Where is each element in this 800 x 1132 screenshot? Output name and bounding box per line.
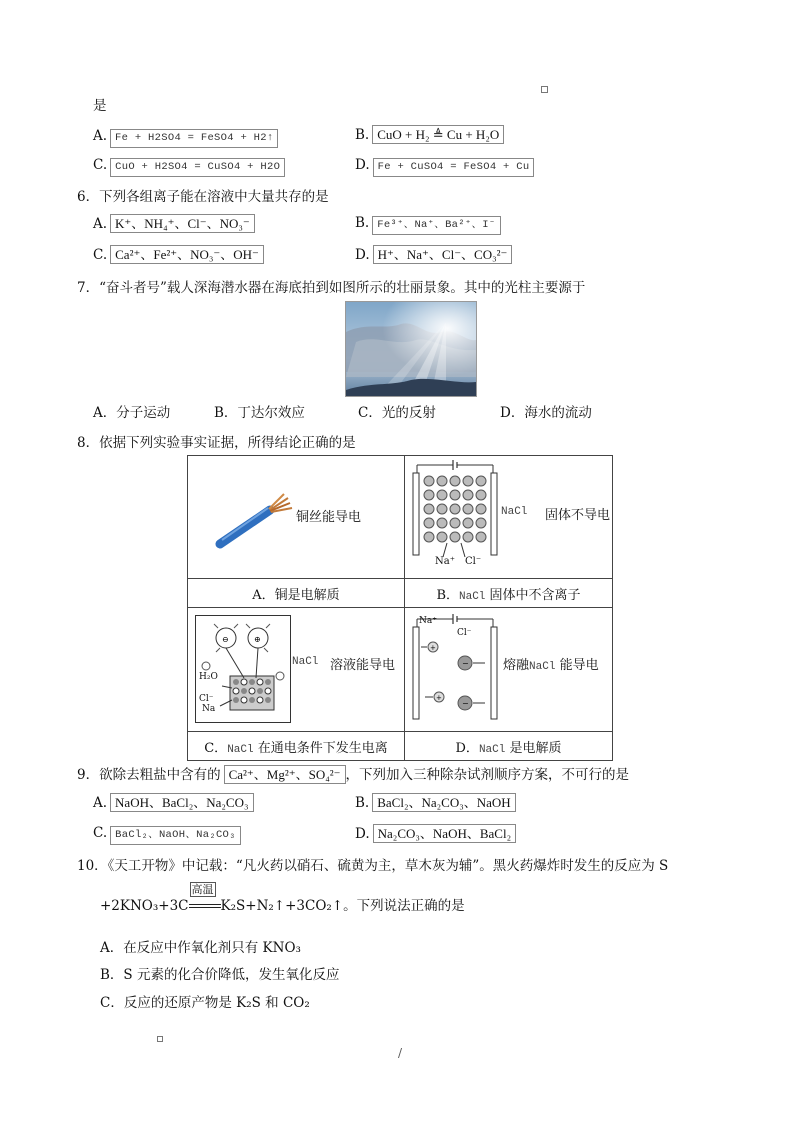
- q5-option-d: D. Fe + CuSO4 = FeSO4 + Cu: [355, 156, 534, 177]
- q5-option-c: C. CuO + H2SO4 = CuSO4 + H2O: [93, 156, 285, 177]
- solution-cl-label: Cl⁻: [199, 694, 214, 704]
- caption-b: B．NaCl 固体中不含离子: [405, 579, 613, 608]
- q10-option-a: A．在反应中作氧化剂只有 KNO₃: [100, 940, 301, 956]
- corner-mark: [541, 86, 548, 93]
- q5-option-a: A. Fe + H2SO4 = FeSO4 + H2↑: [93, 127, 278, 148]
- cell-copper-wire: [188, 456, 405, 579]
- corner-mark: [157, 1036, 163, 1042]
- solid-desc: 固体不导电: [545, 508, 611, 523]
- svg-text:−: −: [462, 659, 469, 668]
- caption-c: C．NaCl 在通电条件下发生电离: [188, 732, 405, 761]
- q9-stem: 9．欲除去粗盐中含有的 Ca²⁺、Mg²⁺、SO₄²⁻ ，下列加入三种除杂试剂顺序方案，不可行的是: [77, 767, 630, 783]
- svg-text:+: +: [430, 644, 436, 652]
- solid-cl-label: Cl⁻: [465, 556, 482, 567]
- cell-nacl-solid: [405, 456, 613, 579]
- molten-cl-label: Cl⁻: [457, 628, 472, 638]
- caption-d: D．NaCl 是电解质: [405, 732, 613, 761]
- deep-sea-photo: [345, 301, 477, 397]
- q10-line2: +2KNO₃+3C 高温 K₂S+N₂↑+3CO₂↑。下列说法正确的是: [100, 883, 465, 914]
- svg-text:⊖: ⊖: [222, 635, 229, 644]
- water-label: H₂O: [199, 672, 218, 682]
- svg-text:−: −: [462, 699, 469, 708]
- q9-option-b: B. BaCl₂、Na₂CO₃、NaOH: [355, 793, 516, 812]
- cell-molten-nacl: [405, 608, 613, 732]
- q10-line1: 10．《天工开物》中记载：“凡火药以硝石、硫黄为主，草木灰为辅”。黑火药爆炸时发生的反应为 S: [77, 858, 669, 874]
- solution-nacl-label: NaCl: [292, 656, 319, 668]
- copper-wire-icon: [208, 478, 308, 558]
- molten-na-label: Na⁺: [419, 616, 437, 626]
- q7-option-c: C．光的反射: [358, 405, 436, 421]
- reaction-condition: 高温: [189, 896, 221, 914]
- q9-option-d: D. Na₂CO₃、NaOH、BaCl₂: [355, 824, 516, 843]
- q6-option-c: C. Ca²⁺、Fe²⁺、NO₃⁻、OH⁻: [93, 245, 264, 264]
- cell-nacl-solution: [188, 608, 405, 732]
- q8-stem: 8．依据下列实验事实证据，所得结论正确的是: [77, 435, 356, 451]
- q9-option-a: A. NaOH、BaCl₂、Na₂CO₃: [93, 793, 254, 812]
- caption-a: A．铜是电解质: [188, 579, 405, 608]
- q10-option-c: C．反应的还原产物是 K₂S 和 CO₂: [100, 995, 310, 1011]
- copper-desc: 铜丝能导电: [296, 510, 362, 525]
- q7-option-a: A．分子运动: [93, 405, 171, 421]
- solid-na-label: Na⁺: [435, 556, 455, 567]
- solution-na-label: Na: [202, 704, 216, 714]
- svg-text:⊕: ⊕: [254, 635, 261, 644]
- molten-nacl-diagram-icon: [409, 611, 501, 729]
- svg-text:+: +: [436, 694, 442, 702]
- q5-lead: 是: [93, 98, 107, 114]
- q7-option-b: B．丁达尔效应: [214, 405, 305, 421]
- q6-stem: 6．下列各组离子能在溶液中大量共存的是: [77, 189, 329, 205]
- nacl-label: NaCl: [501, 506, 528, 518]
- solution-beaker: [195, 615, 291, 723]
- nacl-solid-diagram-icon: [409, 459, 501, 575]
- page-mark: /: [398, 1046, 403, 1060]
- q9-option-c: C. BaCl₂、NaOH、Na₂CO₃: [93, 824, 241, 845]
- q5-option-b: B. CuO + H₂ ≜ Cu + H₂O: [355, 125, 504, 144]
- q10-option-b: B．S 元素的化合价降低，发生氧化反应: [100, 967, 340, 983]
- molten-desc: 熔融NaCl 能导电: [503, 658, 599, 673]
- q6-option-a: A. K⁺、NH₄⁺、Cl⁻、NO₃⁻: [93, 214, 255, 233]
- q6-option-b: B. Fe³⁺、Na⁺、Ba²⁺、I⁻: [355, 214, 501, 235]
- q7-option-d: D．海水的流动: [500, 405, 592, 421]
- q6-option-d: D. H⁺、Na⁺、Cl⁻、CO₃²⁻: [355, 245, 512, 264]
- solution-desc: 溶液能导电: [330, 658, 396, 673]
- q7-stem: 7．“奋斗者号”载人深海潜水器在海底拍到如图所示的壮丽景象。其中的光柱主要源于: [77, 280, 586, 296]
- experiment-table: [187, 455, 613, 761]
